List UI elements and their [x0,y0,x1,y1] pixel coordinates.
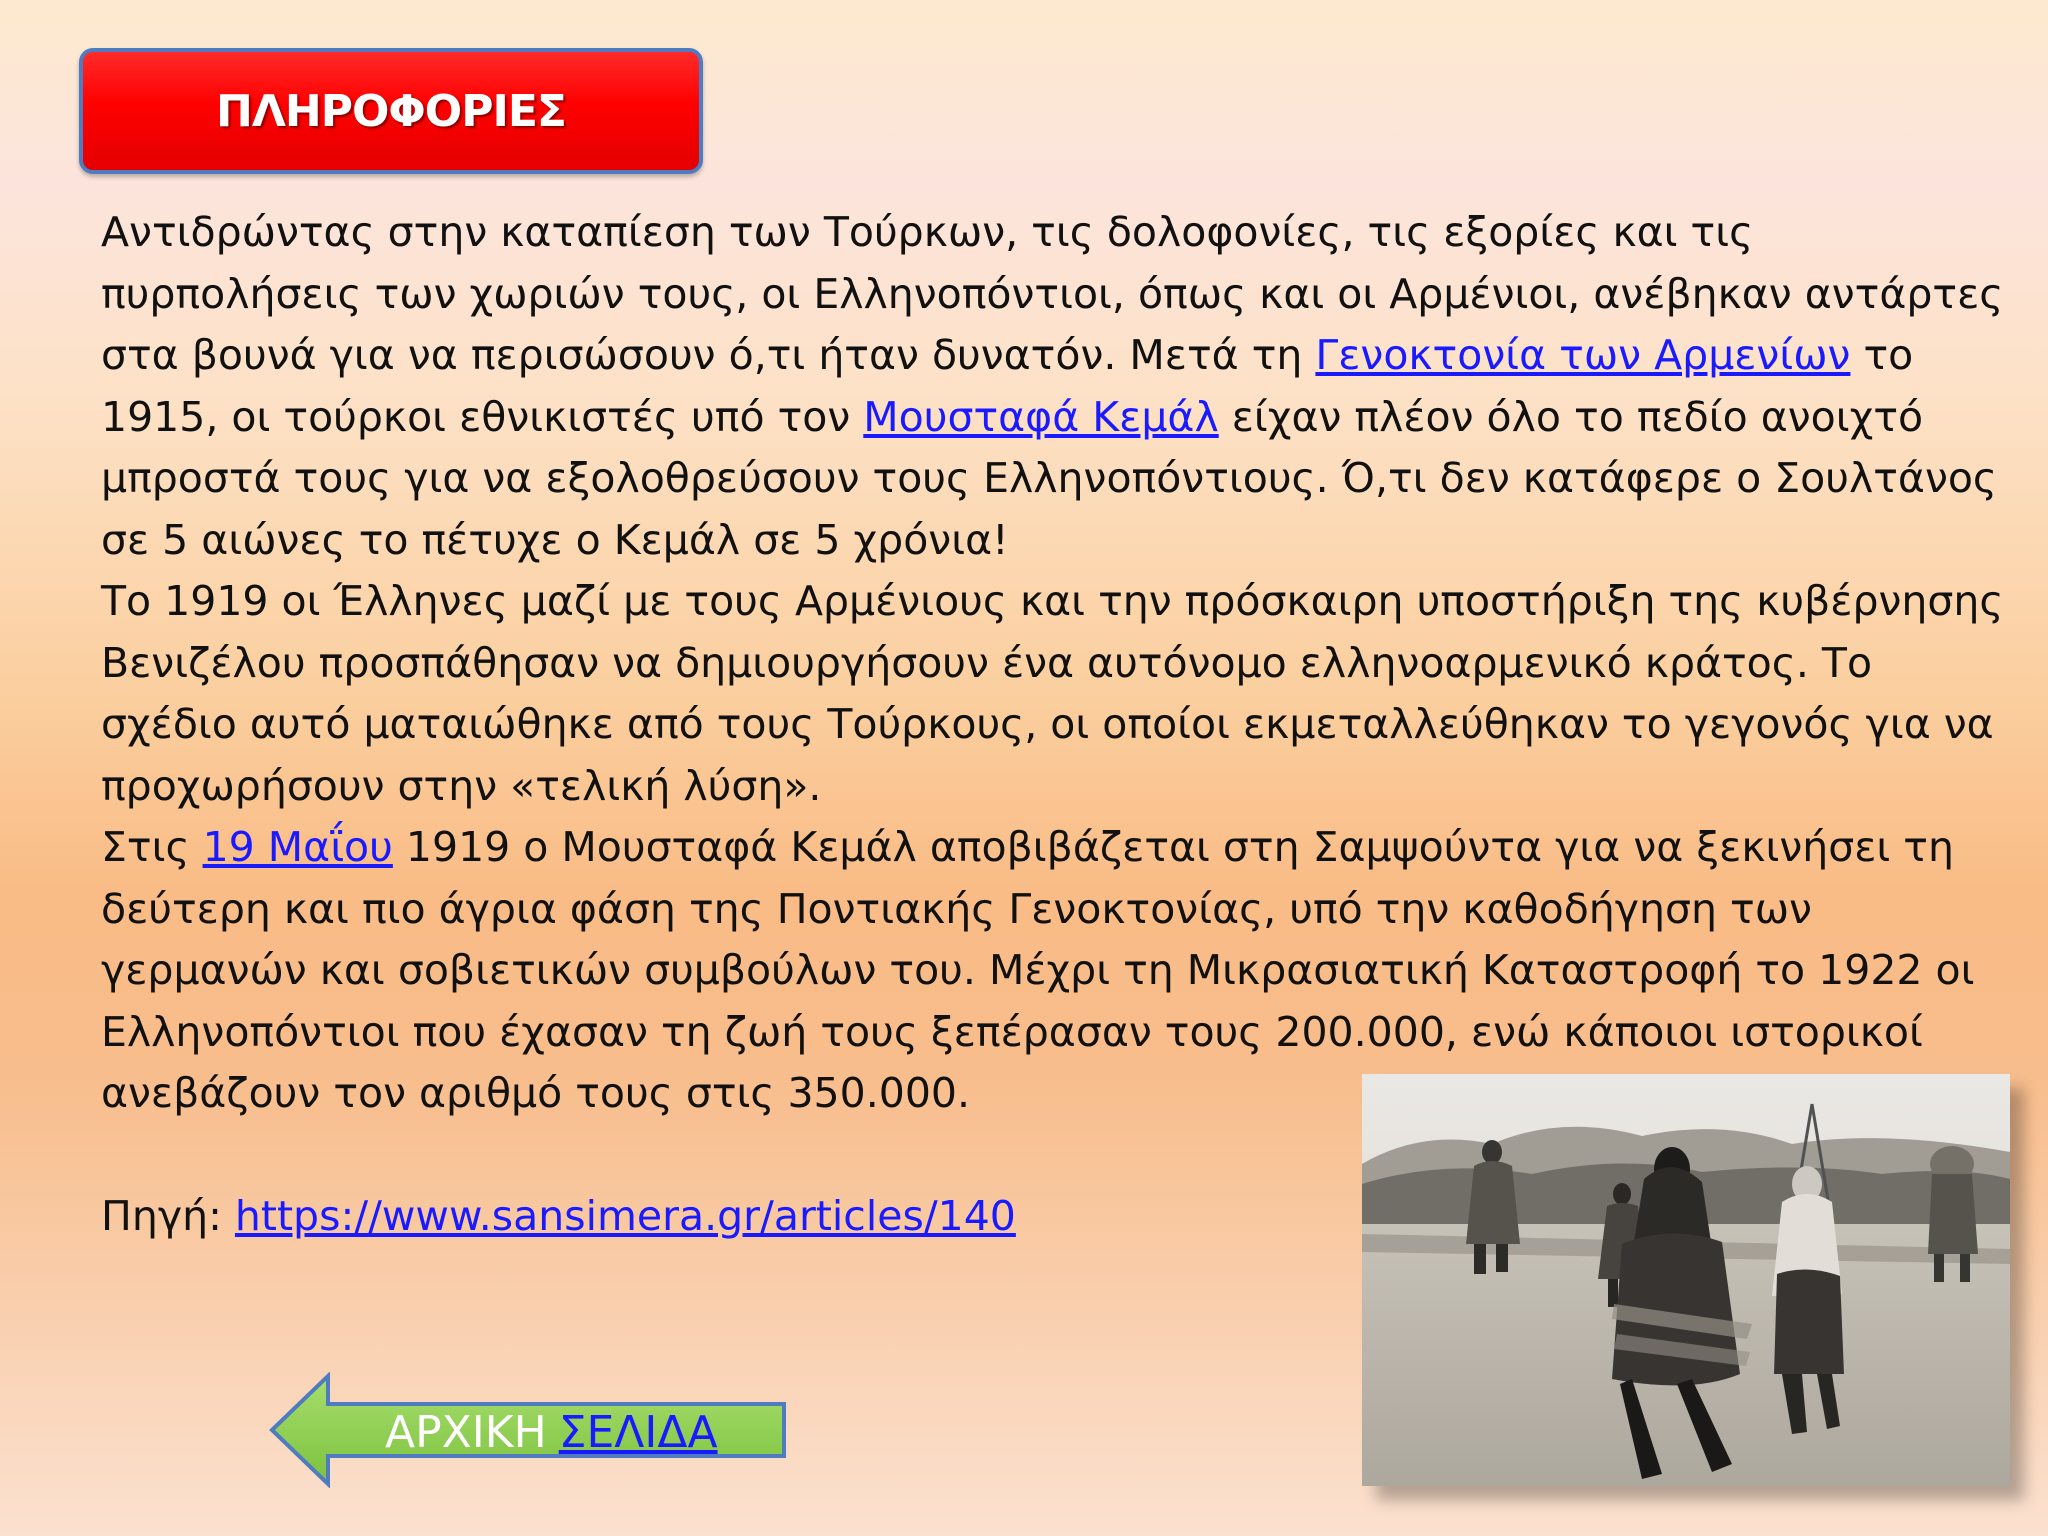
may-19-link[interactable]: 19 Μαΐου [202,823,393,871]
source-label: Πηγή: [101,1192,235,1240]
source-link[interactable]: https://www.sansimera.gr/articles/140 [234,1192,1016,1240]
page-title: ΠΛΗΡΟΦΟΡΙΕΣ [216,85,566,137]
paragraph-2: Το 1919 οι Έλληνες μαζί με τους Αρμένιους και την πρόσκαιρη υποστήριξη της κυβέρνησης Βενιζέλου προσπάθησαν να δημιουργήσουν ένα αυτόνομο ελληνοαρμενικό κράτος. Το σχέδιο αυτό ματαιώθηκε από τους Τούρκους, οι οποίοι εκμεταλλεύθηκαν το γεγονός για να προχωρήσουν στην «τελική λύση». [101,577,2004,810]
home-label-part1: ΑΡΧΙΚΗ [385,1407,547,1458]
armenian-genocide-link[interactable]: Γενοκτονία των Αρμενίων [1315,331,1851,379]
mustafa-kemal-link[interactable]: Μουσταφά Κεμάλ [863,392,1219,441]
title-banner [79,48,703,174]
paragraph-3: Στις 19 Μαΐου 1919 ο Μουσταφά Κεμάλ αποβιβάζεται στη Σαμψούντα για να ξεκινήσει τη δεύτερη και πιο άγρια φάση της Ποντιακής Γενοκτονίας, υπό την καθοδήγηση των γερμανών και σοβιετικών συμβούλων του. Μέχρι τη Μικρασιατική Καταστροφή το 1922 οι Ελληνοπόντιοι που έχασαν τη ζωή τους ξεπέρασαν τους 200.000, ενώ κάποιοι ιστορικοί ανεβάζουν τον αριθμό τους στις 350.000. [101,823,1975,1117]
historical-photo [1362,1074,2010,1486]
paragraph-1: Αντιδρώντας στην καταπίεση των Τούρκων, τις δολοφονίες, τις εξορίες και τις πυρπολήσεις των χωριών τους, οι Ελληνοπόντιοι, όπως και οι Αρμένιοι, ανέβηκαν αντάρτες στα βουνά για να περισώσουν ό,τι ήταν δυνατόν. Μετά τη Γενοκτονία των Αρμενίων το 1915, οι τούρκοι εθνικιστές υπό τον Μουσταφά Κεμάλ είχαν πλέον όλο το πεδίο ανοιχτό μπροστά τους για να εξολοθρεύσουν τους Ελληνοπόντιους. Ό,τι δεν κατάφερε ο Σουλτάνος σε 5 αιώνες το πέτυχε ο Κεμάλ σε 5 χρόνια! [101,208,2004,564]
home-label-link[interactable]: ΣΕΛΙΔΑ [558,1407,718,1458]
home-page-label[interactable] [385,1398,765,1468]
